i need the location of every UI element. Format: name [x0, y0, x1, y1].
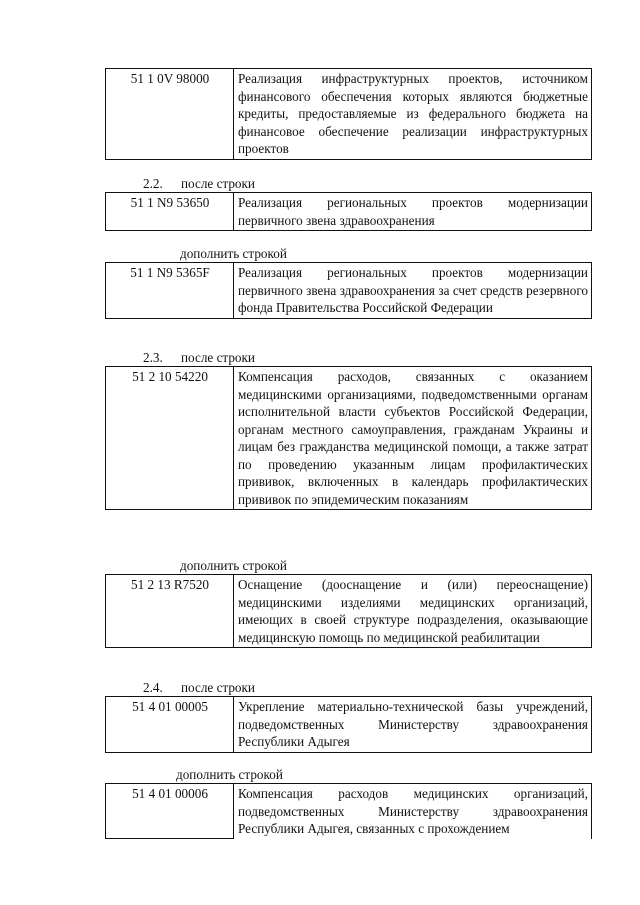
- instruction-text: дополнить строкой: [176, 767, 283, 782]
- expense-description: Компенсация расходов медицинских организаций, подведомственных Министерству здравоохранения Республики Адыгея, связанных с прохождением: [234, 784, 592, 839]
- instruction-text: дополнить строкой: [180, 558, 287, 573]
- expense-description: Реализация региональных проектов модернизации первичного звена здравоохранения за счет средств резервного фонда Правительства Российской Федерации: [234, 263, 592, 319]
- section-number: 2.2.: [143, 176, 163, 191]
- budget-code: 51 1 N9 53650: [106, 193, 234, 231]
- budget-code: 51 1 0V 98000: [106, 69, 234, 160]
- table-row: [106, 784, 592, 839]
- budget-code: 51 4 01 00006: [106, 784, 234, 839]
- instruction-text: дополнить строкой: [180, 246, 287, 261]
- instruction-text: после строки: [181, 176, 255, 191]
- section-number: 2.3.: [143, 350, 163, 365]
- expense-description: Укрепление материально-технической базы учреждений, подведомственных Министерству здравоохранения Республики Адыгея: [234, 697, 592, 753]
- budget-code: 51 2 13 R7520: [106, 575, 234, 648]
- expense-description: Реализация региональных проектов модернизации первичного звена здравоохранения: [234, 193, 592, 231]
- expense-description: Оснащение (дооснащение и (или) переоснащение) медицинскими изделиями медицинских организаций, имеющих в своей структуре подразделения, оказывающие медицинскую помощь по медицинской реабилитации: [234, 575, 592, 648]
- expense-description: Реализация инфраструктурных проектов, источником финансового обеспечения которых являются бюджетные кредиты, предоставляемые из федерального бюджета на финансовое обеспечение реализации инфраструктурных проектов: [234, 69, 592, 160]
- instruction-text: после строки: [181, 350, 255, 365]
- expense-description: Компенсация расходов, связанных с оказанием медицинскими организациями, подведомственными органам исполнительной власти субъектов Российской Федерации, органам местного самоуправления, гражданам Украины и лицам без гражданства медицинской помощи, а также затрат по проведению указанным лицам профилактических прививок, включенных в календарь профилактических прививок по эпидемическим показаниям: [234, 367, 592, 510]
- budget-code: 51 2 10 54220: [106, 367, 234, 510]
- budget-code: 51 1 N9 5365F: [106, 263, 234, 319]
- budget-code: 51 4 01 00005: [106, 697, 234, 753]
- section-number: 2.4.: [143, 680, 163, 695]
- code-table-compensation-medical-orgs: [105, 783, 592, 839]
- instruction-text: после строки: [181, 680, 255, 695]
